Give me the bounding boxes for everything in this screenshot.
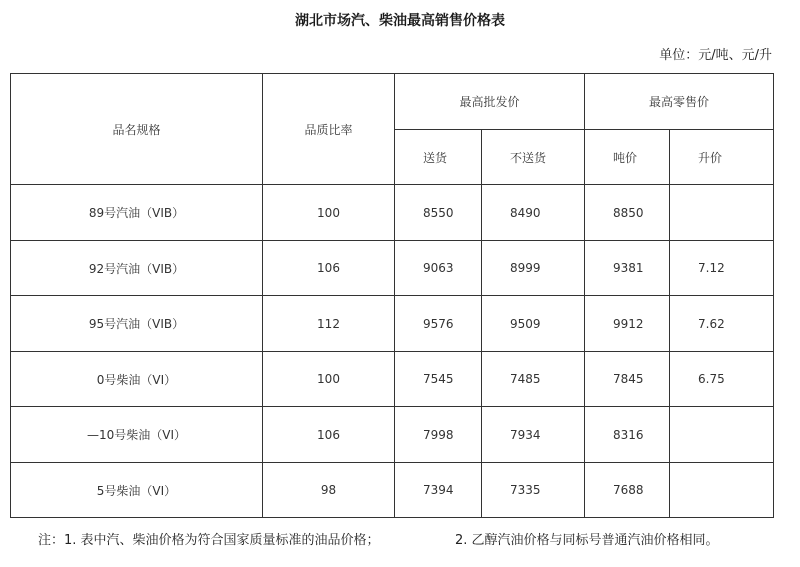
table-row <box>11 407 774 463</box>
product-name: 5号柴油（VI） <box>11 463 263 518</box>
header-wholesale: 最高批发价 <box>395 74 585 130</box>
wholesale-not-delivered: 7934 <box>482 407 585 463</box>
product-name: 95号汽油（VIB） <box>11 296 263 352</box>
retail-per-liter <box>670 185 774 241</box>
wholesale-delivered: 7394 <box>395 463 482 518</box>
product-name: —10号柴油（VI） <box>11 407 263 463</box>
header-ratio: 品质比率 <box>263 74 395 185</box>
footnote-ethanol-gasoline: 2. 乙醇汽油价格与同标号普通汽油价格相同。 <box>455 533 719 548</box>
wholesale-not-delivered: 7485 <box>482 352 585 407</box>
quality-ratio: 106 <box>263 241 395 296</box>
wholesale-delivered: 8550 <box>395 185 482 241</box>
wholesale-not-delivered: 9509 <box>482 296 585 352</box>
header-delivered: 送货 <box>395 130 482 185</box>
quality-ratio: 112 <box>263 296 395 352</box>
retail-per-liter: 6.75 <box>670 352 774 407</box>
header-not-delivered: 不送货 <box>482 130 585 185</box>
retail-per-ton: 8316 <box>585 407 670 463</box>
wholesale-not-delivered: 8999 <box>482 241 585 296</box>
retail-per-liter: 7.12 <box>670 241 774 296</box>
unit-label: 单位：元/吨、元/升 <box>659 48 772 63</box>
wholesale-delivered: 9576 <box>395 296 482 352</box>
header-retail: 最高零售价 <box>585 74 774 130</box>
retail-per-ton: 7845 <box>585 352 670 407</box>
header-row-top <box>11 74 774 130</box>
quality-ratio: 98 <box>263 463 395 518</box>
wholesale-delivered: 7545 <box>395 352 482 407</box>
retail-per-ton: 9381 <box>585 241 670 296</box>
retail-per-liter: 7.62 <box>670 296 774 352</box>
header-per-liter: 升价 <box>670 130 774 185</box>
wholesale-delivered: 9063 <box>395 241 482 296</box>
table-row <box>11 352 774 407</box>
quality-ratio: 100 <box>263 185 395 241</box>
retail-per-ton: 8850 <box>585 185 670 241</box>
table-row <box>11 185 774 241</box>
page-title: 湖北市场汽、柴油最高销售价格表 <box>295 13 505 29</box>
footnote-quality-standard: 注：1. 表中汽、柴油价格为符合国家质量标准的油品价格； <box>38 533 380 548</box>
wholesale-not-delivered: 7335 <box>482 463 585 518</box>
product-name: 89号汽油（VIB） <box>11 185 263 241</box>
retail-per-ton: 9912 <box>585 296 670 352</box>
header-per-ton: 吨价 <box>585 130 670 185</box>
table-row <box>11 296 774 352</box>
price-table <box>10 73 774 518</box>
retail-per-liter <box>670 407 774 463</box>
table-row <box>11 463 774 518</box>
retail-per-ton: 7688 <box>585 463 670 518</box>
wholesale-not-delivered: 8490 <box>482 185 585 241</box>
product-name: 92号汽油（VIB） <box>11 241 263 296</box>
product-name: 0号柴油（VI） <box>11 352 263 407</box>
quality-ratio: 106 <box>263 407 395 463</box>
retail-per-liter <box>670 463 774 518</box>
header-product: 品名规格 <box>11 74 263 185</box>
table-row <box>11 241 774 296</box>
wholesale-delivered: 7998 <box>395 407 482 463</box>
quality-ratio: 100 <box>263 352 395 407</box>
